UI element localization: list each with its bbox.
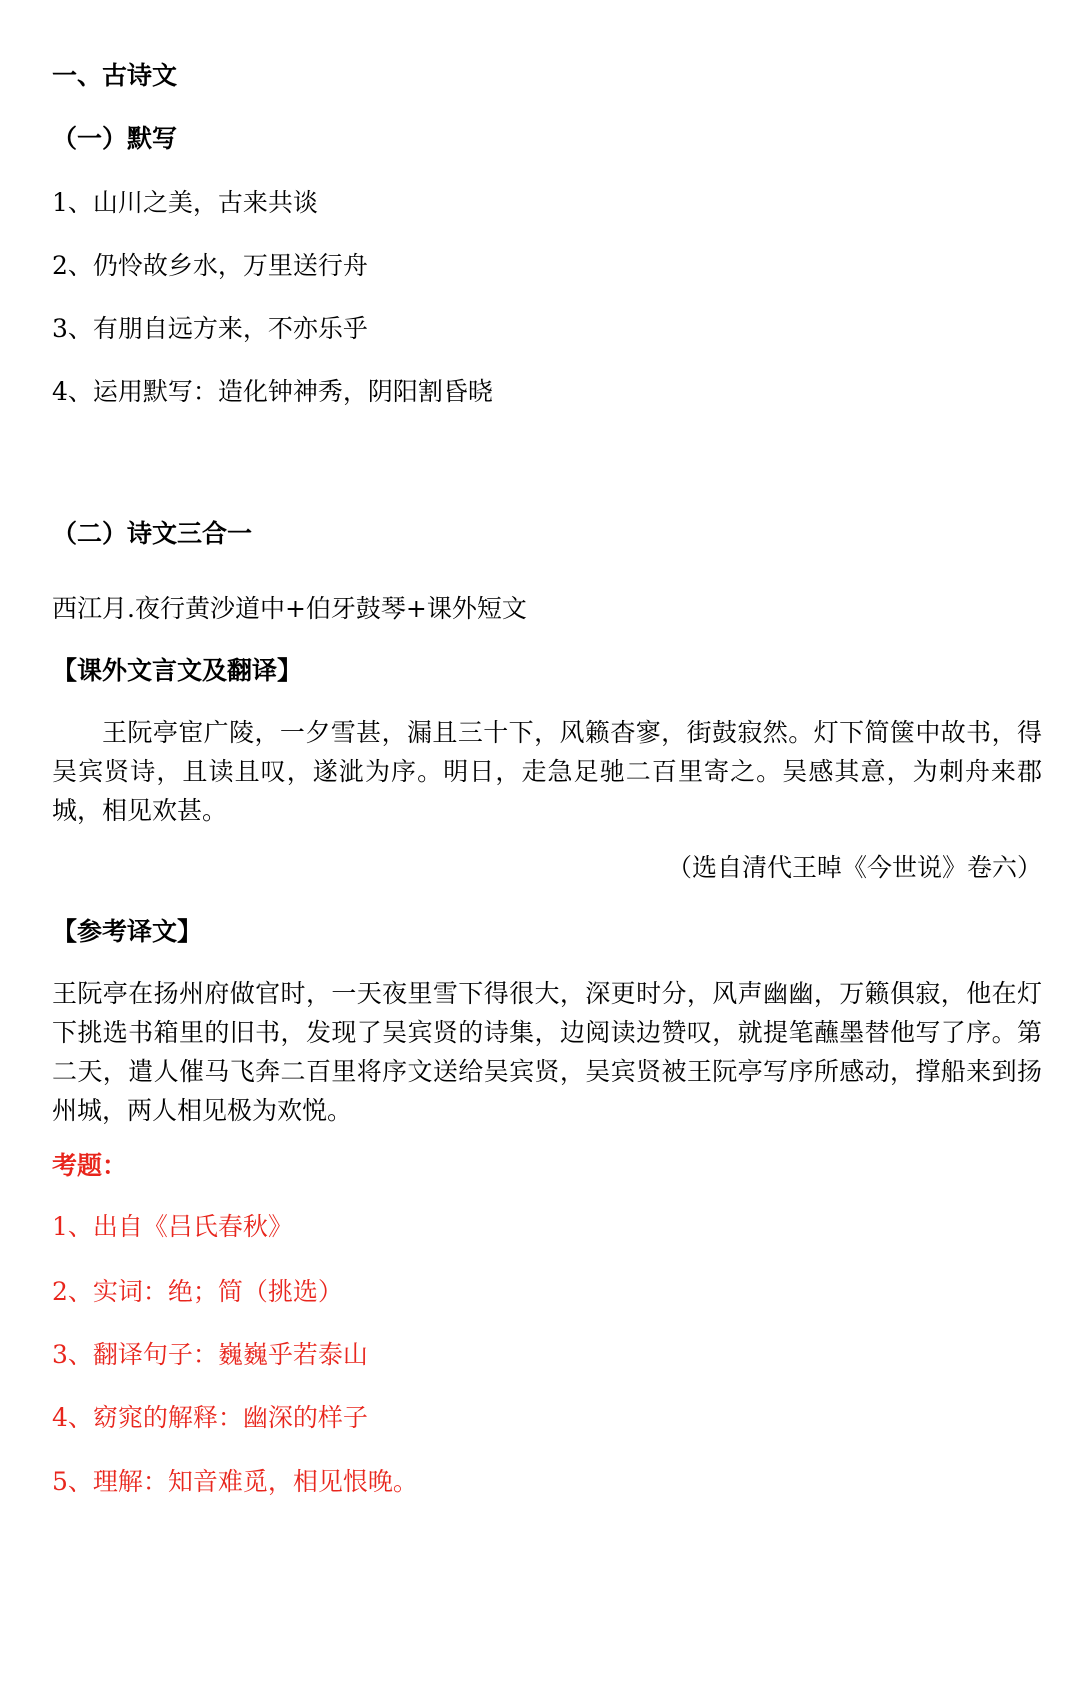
sub-heading-dictation: （一）默写 <box>52 124 178 153</box>
dictation-item-1: 1、山川之美，古来共谈 <box>52 188 318 217</box>
combo-line: 西江月.夜行黄沙道中+伯牙鼓琴+课外短文 <box>52 594 527 623</box>
sub-heading-three-in-one: （二）诗文三合一 <box>52 519 253 548</box>
exam-item-1: 1、出自《吕氏春秋》 <box>52 1212 293 1241</box>
exam-item-2: 2、实词：绝；简（挑选） <box>52 1277 343 1306</box>
section-heading-classical-poetry: 一、古诗文 <box>52 61 178 90</box>
translation-paragraph: 王阮亭在扬州府做官时，一天夜里雪下得很大，深更时分，风声幽幽，万籁俱寂，他在灯下挑选书箱里的旧书，发现了吴宾贤的诗集，边阅读边赞叹，就提笔蘸墨替他写了序。第二天，遣人催马飞奔二百里将序文送给吴宾贤，吴宾贤被王阮亭写序所感动，撑船来到扬州城，两人相见极为欢悦。 <box>52 979 1042 1125</box>
exam-item-3: 3、翻译句子：巍巍乎若泰山 <box>52 1340 368 1369</box>
translation-heading: 【参考译文】 <box>52 917 203 946</box>
classical-text-paragraph: 王阮亭宦广陵，一夕雪甚，漏且三十下，风籁杳寥，街鼓寂然。灯下简箧中故书，得吴宾贤诗，且读且叹，遂泚为序。明日，走急足驰二百里寄之。吴感其意，为刺舟来郡城，相见欢甚。 <box>52 718 1042 825</box>
exam-item-4: 4、窈窕的解释：幽深的样子 <box>52 1403 368 1432</box>
exam-item-5: 5、理解：知音难觅，相见恨晚。 <box>52 1467 418 1496</box>
classical-text-heading: 【课外文言文及翻译】 <box>52 656 303 685</box>
exam-heading: 考题： <box>52 1151 128 1180</box>
dictation-item-3: 3、有朋自远方来，不亦乐乎 <box>52 314 368 343</box>
dictation-item-4: 4、运用默写：造化钟神秀，阴阳割昏晓 <box>52 377 493 406</box>
source-citation: （选自清代王晫《今世说》卷六） <box>666 853 1042 882</box>
dictation-item-2: 2、仍怜故乡水，万里送行舟 <box>52 251 368 280</box>
